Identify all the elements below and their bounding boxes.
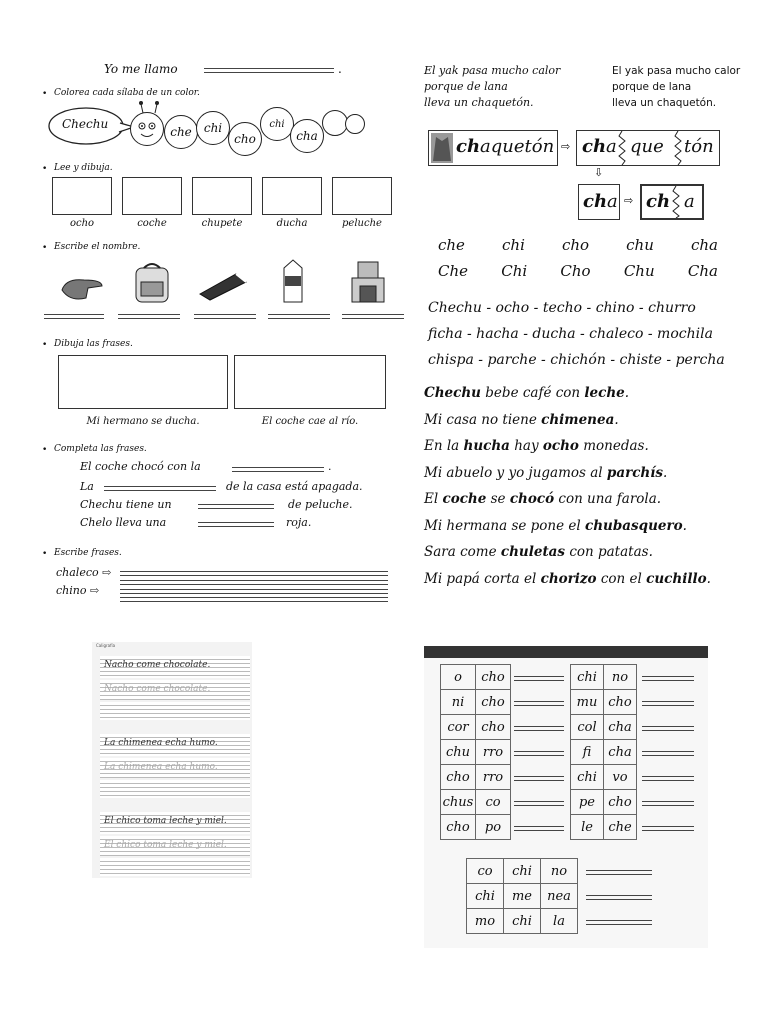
- name-line[interactable]: [204, 68, 334, 73]
- table-row: [441, 715, 511, 740]
- read-word: ducha: [276, 218, 308, 229]
- table-row: [441, 765, 511, 790]
- sentence: [424, 539, 711, 566]
- table-row: [571, 815, 637, 840]
- answer-line[interactable]: [44, 314, 104, 319]
- keyword: parchís: [606, 464, 663, 481]
- syllable-circle[interactable]: che: [164, 115, 198, 149]
- poem-line: lleva un chaquetón.: [612, 97, 717, 109]
- model-sentence: El chico toma leche y miel.: [104, 816, 227, 826]
- answer-line[interactable]: [198, 522, 274, 527]
- answer-line[interactable]: [586, 920, 652, 925]
- table-row: [571, 765, 637, 790]
- syllable-cell: chu: [441, 740, 476, 765]
- read-word: chupete: [201, 218, 243, 229]
- ruled-line[interactable]: [100, 702, 250, 720]
- syllable-cell: rro: [476, 765, 511, 790]
- table-row: [467, 859, 578, 884]
- digraph: ch: [646, 191, 671, 212]
- syllable-cell: cho: [476, 690, 511, 715]
- marker-icon: [196, 268, 252, 302]
- name-label: Yo me llamo: [104, 62, 178, 76]
- instruction-name: Escribe el nombre.: [54, 242, 141, 252]
- answer-line[interactable]: [232, 467, 324, 472]
- complete-text: El coche chocó con la: [80, 460, 201, 473]
- syllable-table-bottom: [466, 858, 578, 934]
- syllable-cell: po: [476, 815, 511, 840]
- syllable-circle[interactable]: chi: [196, 111, 230, 145]
- syllable-cell: pe: [571, 790, 604, 815]
- syllable: [583, 191, 618, 212]
- sentence-text: El: [424, 491, 443, 507]
- syllable-cell: co: [476, 790, 511, 815]
- poem-line: porque de lana: [424, 80, 508, 93]
- syllable-row-lower: [438, 236, 718, 254]
- read-word: coche: [137, 218, 167, 229]
- syllable-cell: mu: [571, 690, 604, 715]
- syllable: Chi: [501, 262, 528, 280]
- draw-phrase: Mi hermano se ducha.: [86, 416, 200, 427]
- instruction-read: Lee y dibuja.: [54, 163, 113, 173]
- answer-line[interactable]: [514, 676, 564, 681]
- answer-line[interactable]: [642, 751, 694, 756]
- keyword: chimenea: [541, 411, 615, 428]
- syllable: che: [438, 236, 465, 254]
- syllable-cell: co: [467, 859, 504, 884]
- complete-text: La: [80, 480, 94, 493]
- word-full: [456, 136, 554, 157]
- table-row: [441, 815, 511, 840]
- trace-sentence: El chico toma leche y miel.: [104, 840, 227, 850]
- model-sentence: Nacho come chocolate.: [104, 660, 211, 670]
- answer-line[interactable]: [342, 314, 404, 319]
- word-list: [428, 295, 725, 373]
- name-end: .: [338, 62, 342, 76]
- syllable-cell: chi: [504, 909, 541, 934]
- table-row: [571, 715, 637, 740]
- answer-line[interactable]: [514, 776, 564, 781]
- bullet: •: [42, 340, 48, 350]
- table-row: [571, 690, 637, 715]
- sentence-text: .: [706, 570, 711, 587]
- answer-line[interactable]: [642, 701, 694, 706]
- sentence-text: .: [624, 385, 630, 401]
- syllable: que: [630, 136, 664, 157]
- complete-text: roja.: [286, 516, 312, 529]
- syllable-cell: cho: [604, 790, 637, 815]
- face-icon: [132, 114, 162, 144]
- sentence: [424, 486, 711, 513]
- syllable: Cha: [687, 262, 718, 280]
- answer-line[interactable]: [198, 504, 274, 509]
- draw-phrase: El coche cae al río.: [261, 416, 359, 427]
- poem-print: [612, 63, 740, 111]
- bullet: •: [42, 89, 48, 99]
- vowel: a: [606, 136, 617, 157]
- answer-line[interactable]: [514, 701, 564, 706]
- answer-line[interactable]: [118, 314, 180, 319]
- answer-line[interactable]: [642, 801, 694, 806]
- keyword: cuchillo: [646, 570, 707, 587]
- sentence: [424, 433, 711, 460]
- keyword: coche: [442, 491, 487, 507]
- sentence-text: Mi casa no tiene: [424, 411, 542, 428]
- complete-text: Chechu tiene un: [80, 498, 172, 511]
- sentence-text: .: [662, 464, 668, 481]
- ruled-line[interactable]: [100, 858, 250, 876]
- answer-line[interactable]: [642, 676, 694, 681]
- sheet-header: Caligrafía: [96, 643, 116, 648]
- syllable-row-upper: [438, 262, 718, 280]
- syllable-cell: chi: [504, 859, 541, 884]
- complete-text: Chelo lleva una: [80, 516, 167, 529]
- table-row: [467, 884, 578, 909]
- read-word: ocho: [69, 218, 95, 229]
- sentence-text: bebe café con: [481, 385, 585, 401]
- sentence-text: monedas.: [578, 438, 649, 454]
- keyword: chocó: [509, 491, 555, 507]
- sentence: [424, 407, 711, 434]
- syllable-cell: o: [441, 665, 476, 690]
- sentence-text: con una farola.: [554, 491, 662, 507]
- syllable-cell: ni: [441, 690, 476, 715]
- syllable-cell: chus: [441, 790, 476, 815]
- syllable-cell: cho: [441, 815, 476, 840]
- trace-sentence: Nacho come chocolate.: [104, 684, 211, 694]
- complete-text: .: [328, 460, 332, 473]
- drawing-box[interactable]: [262, 177, 322, 215]
- antenna-icon: [138, 100, 160, 114]
- drawing-box[interactable]: [52, 177, 112, 215]
- keyword: chubasquero: [585, 517, 683, 534]
- syllable-cell: chi: [571, 765, 604, 790]
- answer-line[interactable]: [642, 826, 694, 831]
- syllable-cell: cho: [476, 665, 511, 690]
- answer-line[interactable]: [642, 776, 694, 781]
- syllable-cell: cha: [604, 715, 637, 740]
- table-row: [441, 690, 511, 715]
- write-word: chino ⇨: [56, 584, 100, 597]
- answer-line[interactable]: [268, 314, 330, 319]
- read-word: peluche: [342, 218, 382, 229]
- bullet: •: [42, 549, 48, 559]
- arrow-icon: ⇨: [561, 140, 571, 153]
- word-rest: aquetón: [480, 136, 555, 157]
- milk-carton-icon: [278, 256, 308, 304]
- word-line: Chechu - ocho - techo - chino - churro: [428, 300, 696, 316]
- ruled-line[interactable]: [100, 780, 250, 798]
- cut-line-icon: [672, 186, 680, 218]
- keyword: ocho: [542, 438, 579, 454]
- sentence-text: Mi hermana se pone el: [424, 517, 586, 534]
- answer-line[interactable]: [120, 597, 388, 602]
- syllable-cell: cor: [441, 715, 476, 740]
- word-line: chispa - parche - chichón - chiste - percha: [428, 352, 725, 368]
- syllable: [582, 136, 617, 157]
- keyword: chuletas: [500, 544, 566, 560]
- sentence-text: .: [682, 517, 687, 534]
- syllable: Chu: [623, 262, 655, 280]
- table-row: [571, 790, 637, 815]
- answer-line[interactable]: [586, 870, 652, 875]
- syllable-cell: vo: [604, 765, 637, 790]
- syllable-cell: chi: [467, 884, 504, 909]
- instruction-complete: Completa las frases.: [54, 444, 147, 454]
- syllable-cell: fi: [571, 740, 604, 765]
- syllable-cell: chi: [571, 665, 604, 690]
- syllable-cell: nea: [541, 884, 578, 909]
- poem-cursive: [424, 63, 560, 111]
- caterpillar-head: [130, 112, 164, 146]
- poem-line: porque de lana: [612, 81, 692, 93]
- sentence-text: .: [614, 411, 619, 428]
- arrow-down-icon: ⇩: [594, 166, 604, 179]
- answer-line[interactable]: [586, 895, 652, 900]
- syllable-cell: mo: [467, 909, 504, 934]
- sentence: [424, 380, 711, 407]
- jacket-icon: [431, 133, 453, 163]
- trace-sentence: La chimenea echa humo.: [104, 762, 218, 772]
- table-row: [467, 909, 578, 934]
- sentence-text: Mi abuelo y yo jugamos al: [424, 464, 607, 481]
- sentence-text: Sara come: [424, 544, 501, 560]
- table-row: [441, 740, 511, 765]
- syllable-cell: col: [571, 715, 604, 740]
- answer-line[interactable]: [514, 726, 564, 731]
- syllable: cho: [561, 236, 590, 254]
- sentence-text: En la: [424, 438, 464, 454]
- drawing-box[interactable]: [332, 177, 392, 215]
- syllable-cell: cho: [604, 690, 637, 715]
- arrow-icon: ⇨: [624, 194, 634, 207]
- answer-line[interactable]: [104, 486, 216, 491]
- sentence: [424, 513, 711, 540]
- steak-icon: [58, 272, 106, 304]
- sentence-text: Mi papá corta el: [424, 570, 541, 587]
- syllable-cell: le: [571, 815, 604, 840]
- instruction-write: Escribe frases.: [54, 548, 122, 558]
- bubble-text: Chechu: [62, 117, 109, 131]
- syllable-cell: rro: [476, 740, 511, 765]
- syllable-table-right: [570, 664, 637, 840]
- answer-line[interactable]: [194, 314, 256, 319]
- syllable-cell: la: [541, 909, 578, 934]
- table-row: [441, 665, 511, 690]
- table-row: [571, 665, 637, 690]
- sentence: [424, 566, 711, 593]
- poem-line: lleva un chaquetón.: [424, 96, 534, 109]
- sentence-text: con el: [596, 570, 647, 587]
- cut-line-icon: [674, 131, 682, 165]
- answer-line[interactable]: [120, 571, 388, 576]
- sentence-text: hay: [509, 438, 543, 454]
- sentence-text: con patatas.: [565, 544, 653, 560]
- bullet: •: [42, 164, 48, 174]
- syllable-cell: no: [604, 665, 637, 690]
- syllable-cell: cho: [476, 715, 511, 740]
- syllable-cell: cho: [441, 765, 476, 790]
- syllable: Cho: [560, 262, 591, 280]
- answer-line[interactable]: [642, 726, 694, 731]
- complete-text: de peluche.: [288, 498, 353, 511]
- sheet-top-bar: [424, 646, 708, 658]
- keyword: hucha: [463, 438, 510, 454]
- drawing-box[interactable]: [58, 355, 228, 409]
- syllable-circle[interactable]: cho: [228, 122, 262, 156]
- backpack-icon: [128, 260, 176, 304]
- model-sentence: La chimenea echa humo.: [104, 738, 218, 748]
- poem-line: El yak pasa mucho calor: [612, 65, 741, 77]
- answer-line[interactable]: [120, 580, 388, 585]
- digraph: ch: [456, 136, 481, 157]
- word-line: ficha - hacha - ducha - chaleco - mochila: [428, 326, 713, 342]
- syllable: chu: [626, 236, 654, 254]
- syllable-circle[interactable]: cha: [290, 119, 324, 153]
- keyword: Chechu: [424, 385, 481, 401]
- fireplace-icon: [350, 260, 386, 304]
- syllable: cha: [690, 236, 718, 254]
- vowel: a: [684, 191, 695, 212]
- table-row: [571, 740, 637, 765]
- bullet: •: [42, 243, 48, 253]
- cut-line-icon: [618, 131, 626, 165]
- instruction-color: Colorea cada sílaba de un color.: [54, 88, 200, 98]
- keyword: leche: [584, 385, 625, 401]
- bullet: •: [42, 445, 48, 455]
- poem-line: El yak pasa mucho calor: [424, 64, 561, 77]
- syllable-circle[interactable]: chi: [260, 107, 294, 141]
- drawing-box[interactable]: [122, 177, 182, 215]
- syllable-cell: cha: [604, 740, 637, 765]
- table-row: [441, 790, 511, 815]
- keyword: chorizo: [540, 570, 597, 587]
- syllable: chi: [502, 236, 525, 254]
- syllable: Che: [438, 262, 469, 280]
- answer-line[interactable]: [514, 826, 564, 831]
- syllable-table-left: [440, 664, 511, 840]
- drawing-box[interactable]: [192, 177, 252, 215]
- drawing-box[interactable]: [234, 355, 386, 409]
- vowel: a: [607, 191, 618, 212]
- answer-line[interactable]: [514, 751, 564, 756]
- answer-line[interactable]: [120, 589, 388, 594]
- sentence: [424, 460, 711, 487]
- answer-line[interactable]: [514, 801, 564, 806]
- digraph: ch: [583, 191, 608, 212]
- complete-text: de la casa está apagada.: [226, 480, 363, 493]
- syllable: tón: [684, 136, 714, 157]
- sentence-text: se: [486, 491, 510, 507]
- write-word: chaleco ⇨: [56, 566, 112, 579]
- sentence-list: [424, 380, 711, 592]
- syllable-cell: me: [504, 884, 541, 909]
- syllable-cell: no: [541, 859, 578, 884]
- empty-circle[interactable]: [345, 114, 365, 134]
- syllable-cell: che: [604, 815, 637, 840]
- digraph: ch: [582, 136, 607, 157]
- instruction-draw: Dibuja las frases.: [54, 339, 133, 349]
